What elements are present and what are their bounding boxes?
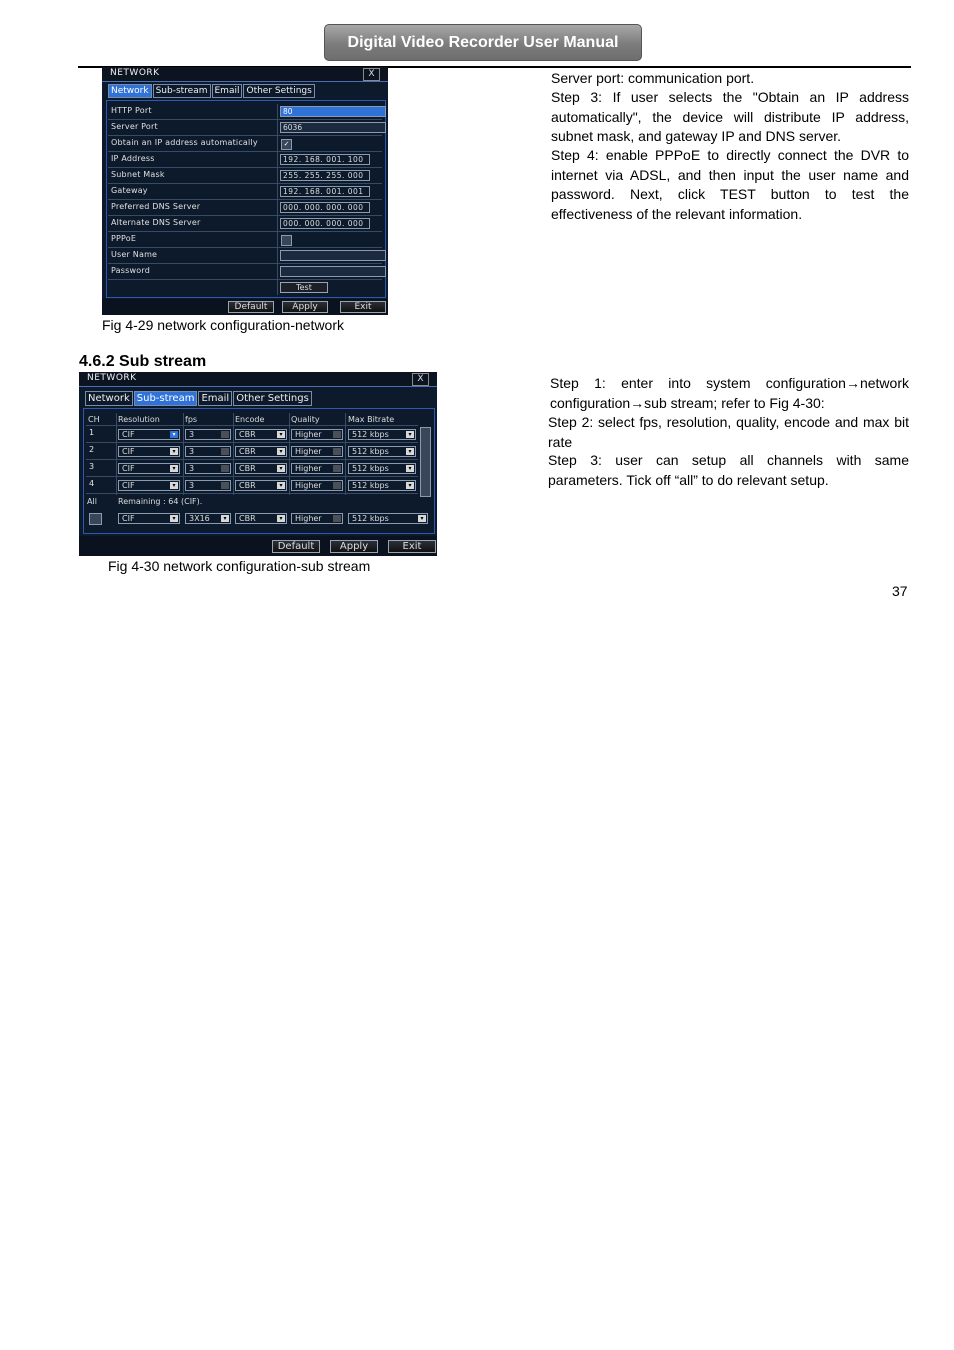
form-row-password	[108, 264, 382, 280]
tab-network[interactable]: Network	[85, 391, 133, 406]
bitrate-select[interactable]	[348, 463, 416, 474]
quality-value: Higher	[295, 447, 322, 456]
resolution-value: CIF	[122, 481, 135, 490]
chevron-down-icon: ▾	[333, 431, 341, 438]
server-port-input[interactable]: 6036	[280, 122, 386, 133]
row-divider	[277, 248, 278, 263]
sub-stream-table	[86, 413, 432, 497]
preferred-dns-input[interactable]: 000. 000. 000. 000	[280, 202, 370, 213]
chevron-down-icon: ▾	[406, 431, 414, 438]
fps-value: 3	[189, 447, 195, 456]
row-divider	[277, 120, 278, 135]
fps-value: 3X16	[189, 514, 210, 523]
remaining-text: Remaining : 64 (CIF).	[118, 497, 203, 506]
manual-header-title: Digital Video Recorder User Manual	[324, 24, 642, 61]
all-label: All	[87, 497, 97, 506]
preferred-dns-label: Preferred DNS Server	[111, 202, 201, 211]
channel-number: 1	[89, 428, 95, 437]
table-row	[86, 477, 418, 494]
table-scrollbar[interactable]	[420, 427, 431, 497]
gateway-label: Gateway	[111, 186, 148, 195]
row-divider	[277, 152, 278, 167]
tab-network[interactable]: Network	[108, 84, 152, 98]
ip-address-label: IP Address	[111, 154, 155, 163]
bitrate-value: 512 kbps	[352, 481, 389, 490]
row-divider	[277, 264, 278, 279]
default-button[interactable]: Default	[272, 540, 320, 553]
server-port-label: Server Port	[111, 122, 158, 131]
section-title: 4.6.2 Sub stream	[79, 353, 207, 370]
password-input[interactable]	[280, 266, 386, 277]
chevron-down-icon: ▾	[277, 515, 285, 522]
chevron-down-icon: ▾	[333, 465, 341, 472]
page-number: 37	[892, 583, 908, 599]
resolution-select[interactable]	[118, 429, 180, 440]
ip-address-input[interactable]: 192. 168. 001. 100	[280, 154, 370, 165]
form-row-http-port	[108, 104, 382, 120]
bitrate-select[interactable]	[348, 429, 416, 440]
quality-select[interactable]	[291, 446, 343, 457]
chevron-down-icon: ▾	[221, 448, 229, 455]
network-window	[102, 67, 388, 315]
tab-other-settings[interactable]: Other Settings	[233, 391, 312, 406]
figure-caption: Fig 4-30 network configuration-sub stream	[108, 558, 371, 574]
paragraph-step-1: Step 1: enter into system configuration→network configuration→sub stream; refer to Fig 4-30:	[550, 375, 909, 411]
resolution-select[interactable]	[118, 480, 180, 491]
user-name-label: User Name	[111, 250, 158, 259]
quality-select[interactable]	[291, 463, 343, 474]
fps-select[interactable]	[185, 429, 231, 440]
column-header-resolution: Resolution	[118, 415, 160, 424]
column-header-encode: Encode	[235, 415, 265, 424]
chevron-down-icon: ▾	[277, 482, 285, 489]
chevron-down-icon: ▾	[333, 482, 341, 489]
chevron-down-icon: ▾	[170, 465, 178, 472]
row-divider	[277, 168, 278, 183]
resolution-value: CIF	[122, 447, 135, 456]
chevron-down-icon: ▾	[170, 448, 178, 455]
channel-number: 3	[89, 462, 95, 471]
tab-other-settings[interactable]: Other Settings	[243, 84, 314, 98]
form-row-user-name	[108, 248, 382, 264]
form-row-subnet-mask	[108, 168, 382, 184]
default-button[interactable]: Default	[228, 301, 274, 313]
resolution-select[interactable]	[118, 463, 180, 474]
row-divider	[277, 104, 278, 119]
all-channels-row	[86, 510, 432, 528]
obtain-ip-checkbox[interactable]: ✓	[281, 139, 292, 150]
close-icon[interactable]: X	[412, 373, 429, 386]
row-divider	[277, 280, 278, 295]
subnet-mask-input[interactable]: 255. 255. 255. 000	[280, 170, 370, 181]
table-row	[86, 460, 418, 477]
paragraph-step-4: Step 4: enable PPPoE to directly connect the DVR to internet via ADSL, and then input the user name and password. Next, click TEST button to test the effectiveness of the relevant information.	[551, 147, 909, 222]
bitrate-value: 512 kbps	[352, 464, 389, 473]
exit-button[interactable]: Exit	[340, 301, 386, 313]
all-fps-select[interactable]	[185, 513, 231, 524]
paragraph-step-3: Step 3: If user selects the "Obtain an IP address automatically", the device will distribute IP address, subnet mask, and gateway IP and DNS server.	[551, 89, 909, 144]
chevron-down-icon: ▾	[406, 448, 414, 455]
obtain-ip-label: Obtain an IP address automatically	[111, 138, 258, 147]
http-port-label: HTTP Port	[111, 106, 152, 115]
row-divider	[277, 200, 278, 215]
encode-value: CBR	[239, 481, 256, 490]
row-divider	[277, 232, 278, 247]
tab-bar	[85, 391, 312, 406]
alternate-dns-label: Alternate DNS Server	[111, 218, 201, 227]
form-row-test	[108, 280, 382, 295]
chevron-down-icon: ▾	[221, 431, 229, 438]
channel-number: 4	[89, 479, 95, 488]
all-checkbox[interactable]	[89, 513, 102, 525]
quality-value: Higher	[295, 481, 322, 490]
quality-value: Higher	[295, 464, 322, 473]
window-titlebar	[79, 372, 437, 387]
form-row-alternate-dns	[108, 216, 382, 232]
row-divider	[277, 216, 278, 231]
resolution-value: CIF	[122, 464, 135, 473]
form-row-pppoe	[108, 232, 382, 248]
encode-value: CBR	[239, 447, 256, 456]
chevron-down-icon: ▾	[170, 515, 178, 522]
chevron-down-icon: ▾	[221, 465, 229, 472]
http-port-input[interactable]: 80	[280, 106, 386, 117]
column-header-fps: fps	[185, 415, 198, 424]
encode-select[interactable]	[235, 446, 287, 457]
quality-select[interactable]	[291, 480, 343, 491]
chevron-down-icon: ▾	[333, 515, 341, 522]
encode-select[interactable]	[235, 480, 287, 491]
bitrate-select[interactable]	[348, 446, 416, 457]
tab-sub-stream[interactable]: Sub-stream	[153, 84, 211, 98]
alternate-dns-input[interactable]: 000. 000. 000. 000	[280, 218, 370, 229]
form-row-obtain-ip	[108, 136, 382, 152]
chevron-down-icon: ▾	[221, 515, 229, 522]
chevron-down-icon: ▾	[170, 482, 178, 489]
tab-email[interactable]: Email	[212, 84, 243, 98]
encode-value: CBR	[239, 514, 256, 523]
fps-value: 3	[189, 481, 195, 490]
all-quality-select[interactable]	[291, 513, 343, 524]
resolution-value: CIF	[122, 514, 135, 523]
apply-button[interactable]: Apply	[330, 540, 378, 553]
paragraph-step-3b: Step 3: user can setup all channels with same parameters. Tick off “all” to do relevant setup.	[548, 452, 909, 488]
quality-value: Higher	[295, 514, 322, 523]
chevron-down-icon: ▾	[277, 431, 285, 438]
chevron-down-icon: ▾	[406, 465, 414, 472]
encode-value: CBR	[239, 464, 256, 473]
chevron-down-icon: ▾	[277, 448, 285, 455]
fps-select[interactable]	[185, 480, 231, 491]
close-icon[interactable]: X	[363, 68, 380, 81]
chevron-down-icon: ▾	[277, 465, 285, 472]
window-titlebar	[102, 67, 388, 82]
window-title: NETWORK	[87, 373, 137, 383]
apply-button[interactable]: Apply	[282, 301, 328, 313]
column-header-quality: Quality	[291, 415, 320, 424]
channel-number: 2	[89, 445, 95, 454]
pppoe-checkbox[interactable]	[281, 235, 292, 246]
form-row-server-port	[108, 120, 382, 136]
test-button[interactable]: Test	[280, 282, 328, 293]
chevron-down-icon: ▾	[418, 515, 426, 522]
fps-select[interactable]	[185, 463, 231, 474]
gateway-input[interactable]: 192. 168. 001. 001	[280, 186, 370, 197]
chevron-down-icon: ▾	[333, 448, 341, 455]
user-name-input[interactable]	[280, 250, 386, 261]
quality-select[interactable]	[291, 429, 343, 440]
tab-sub-stream[interactable]: Sub-stream	[134, 391, 198, 406]
bitrate-value: 512 kbps	[352, 430, 389, 439]
quality-value: Higher	[295, 430, 322, 439]
table-header-row	[86, 413, 418, 426]
paragraph-step-2: Step 2: select fps, resolution, quality, encode and max bit rate	[548, 414, 909, 450]
bitrate-select[interactable]	[348, 480, 416, 491]
chevron-down-icon: ▾	[221, 482, 229, 489]
exit-button[interactable]: Exit	[388, 540, 436, 553]
table-row	[86, 426, 418, 443]
all-bitrate-select[interactable]	[348, 513, 428, 524]
column-header-max-bitrate: Max Bitrate	[348, 415, 395, 424]
chevron-down-icon: ▾	[406, 482, 414, 489]
encode-value: CBR	[239, 430, 256, 439]
password-label: Password	[111, 266, 150, 275]
bitrate-value: 512 kbps	[352, 514, 389, 523]
row-divider	[277, 136, 278, 151]
form-row-ip-address	[108, 152, 382, 168]
window-footer	[79, 536, 437, 556]
subnet-mask-label: Subnet Mask	[111, 170, 165, 179]
form-row-preferred-dns	[108, 200, 382, 216]
column-header-ch: CH	[88, 415, 100, 424]
tab-bar	[108, 84, 315, 98]
fps-value: 3	[189, 430, 195, 439]
row-divider	[277, 184, 278, 199]
all-resolution-select[interactable]	[118, 513, 180, 524]
bitrate-value: 512 kbps	[352, 447, 389, 456]
window-title: NETWORK	[110, 68, 160, 78]
sub-stream-window	[79, 372, 437, 556]
resolution-select[interactable]	[118, 446, 180, 457]
encode-select[interactable]	[235, 429, 287, 440]
resolution-value: CIF	[122, 430, 135, 439]
figure-caption: Fig 4-29 network configuration-network	[102, 317, 345, 333]
all-encode-select[interactable]	[235, 513, 287, 524]
pppoe-label: PPPoE	[111, 234, 137, 243]
fps-select[interactable]	[185, 446, 231, 457]
tab-email[interactable]: Email	[198, 391, 232, 406]
form-row-gateway	[108, 184, 382, 200]
table-row	[86, 443, 418, 460]
paragraph-server-port: Server port: communication port.	[551, 70, 755, 86]
chevron-down-icon: ▾	[170, 431, 178, 438]
encode-select[interactable]	[235, 463, 287, 474]
fps-value: 3	[189, 464, 195, 473]
